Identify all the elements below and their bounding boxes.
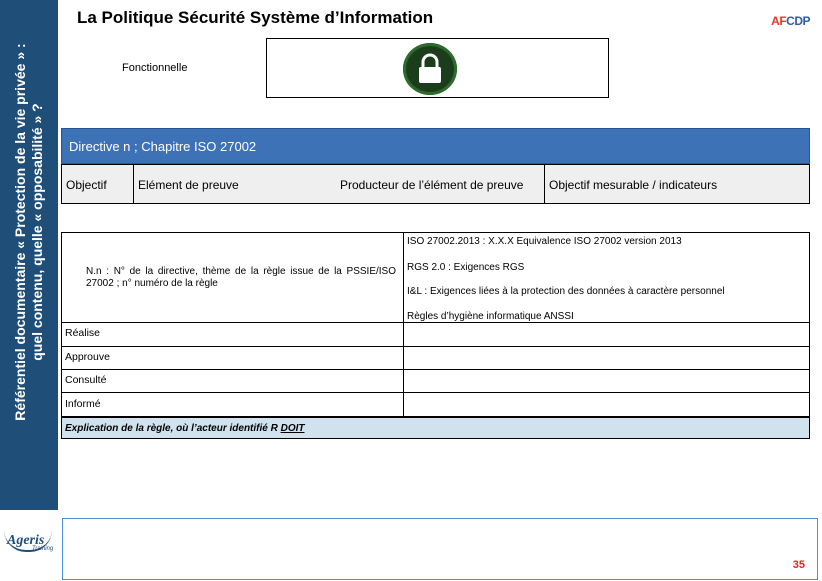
afcdp-logo-left: AF — [771, 14, 787, 28]
afcdp-logo — [771, 14, 810, 28]
explication-text: Explication de la règle, où l’acteur identifié R — [65, 423, 281, 434]
row-divider — [62, 346, 809, 347]
sidebar-title — [12, 12, 46, 452]
rule-description: N.n : N° de la directive, thème de la règle issue de la PSSIE/ISO 27002 ; n° numéro de la règle — [86, 266, 396, 289]
row-divider — [62, 322, 809, 323]
ageris-logo-name: Ageris — [7, 533, 45, 548]
column-objectif-mesurable: Objectif mesurable / indicateurs — [549, 178, 718, 192]
reference-anssi: Règles d’hygiène informatique ANSSI — [407, 311, 574, 322]
row-divider — [62, 369, 809, 370]
classification-label: Fonctionnelle — [122, 62, 188, 74]
explication-row — [61, 417, 810, 439]
ageris-logo — [4, 530, 58, 554]
sidebar-title-line-2: quel contenu, quelle « opposabilité » ? — [29, 103, 45, 361]
footer-frame — [62, 518, 818, 580]
explication-emphasis: DOIT — [280, 423, 305, 434]
afcdp-logo-right: CDP — [786, 14, 810, 28]
ageris-logo-sub: Training — [32, 546, 54, 552]
reference-rgs: RGS 2.0 : Exigences RGS — [407, 262, 525, 273]
raci-realise: Réalise — [65, 327, 101, 339]
raci-approuve: Approuve — [65, 351, 110, 363]
row-divider — [62, 392, 809, 393]
reference-iso: ISO 27002.2013 : X.X.X Equivalence ISO 27002 version 2013 — [407, 236, 682, 247]
sidebar-band — [0, 0, 58, 510]
sidebar-title-line-1: Référentiel documentaire « Protection de la vie privée » : — [12, 43, 28, 421]
lock-image-box — [266, 38, 609, 98]
column-objectif: Objectif — [66, 178, 107, 192]
rule-table — [61, 232, 810, 417]
directive-heading: Directive n ; Chapitre ISO 27002 — [61, 128, 810, 164]
page-title: La Politique Sécurité Système d’Information — [77, 8, 434, 27]
reference-il: I&L : Exigences liées à la protection des données à caractère personnel — [407, 286, 725, 297]
table-header-row — [61, 164, 810, 204]
page-number: 35 — [792, 559, 805, 571]
column-element-preuve: Elément de preuve — [138, 178, 239, 192]
table-divider — [403, 233, 404, 416]
raci-consulte: Consulté — [65, 374, 107, 386]
lock-icon — [403, 43, 457, 95]
column-producteur: Producteur de l’élément de preuve — [340, 178, 524, 192]
raci-informe: Informé — [65, 398, 101, 410]
